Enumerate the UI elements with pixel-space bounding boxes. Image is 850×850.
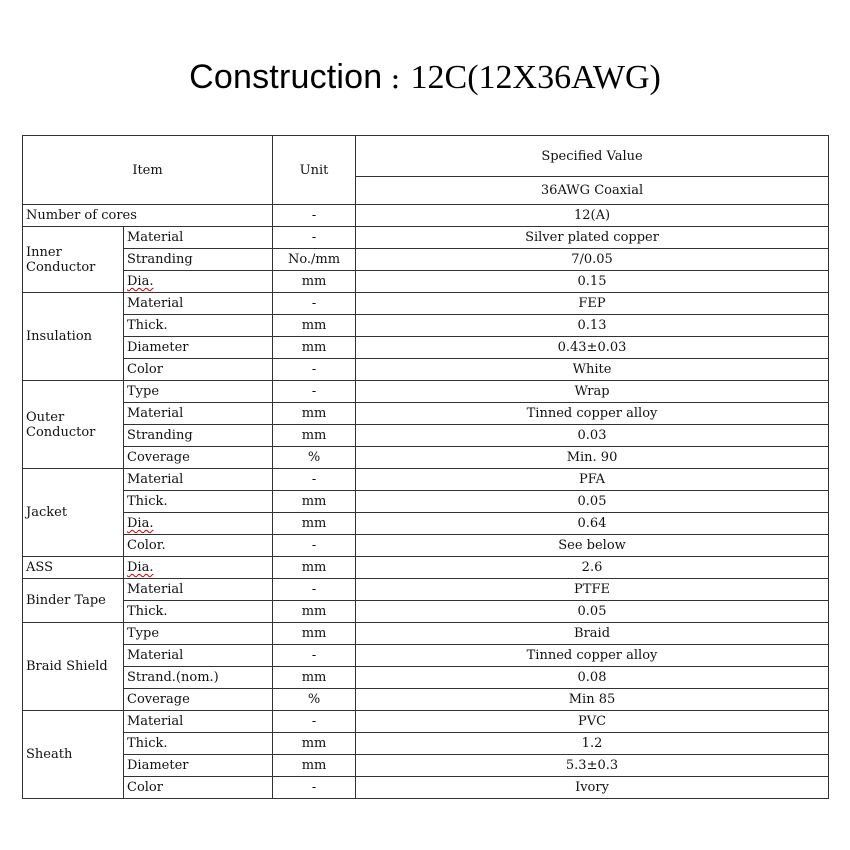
row-value: 2.6 [356, 557, 829, 579]
group-ass: ASS [23, 557, 124, 579]
header-specified-value: Specified Value [356, 136, 829, 177]
row-value: 0.08 [356, 667, 829, 689]
row-property: Material [124, 403, 273, 425]
row-property: Diameter [124, 755, 273, 777]
header-coaxial-type: 36AWG Coaxial [356, 177, 829, 205]
group-jacket: Jacket [23, 469, 124, 557]
table-row [23, 513, 829, 535]
table-row [23, 271, 829, 293]
row-property: Material [124, 293, 273, 315]
title-separator: : [390, 61, 401, 96]
row-value: Tinned copper alloy [356, 403, 829, 425]
table-row [23, 623, 829, 645]
table-row [23, 755, 829, 777]
table-row [23, 403, 829, 425]
row-property: Diameter [124, 337, 273, 359]
row-unit: mm [273, 755, 356, 777]
row-property [124, 271, 273, 293]
row-unit: - [273, 469, 356, 491]
row-property: Coverage [124, 689, 273, 711]
row-value: PTFE [356, 579, 829, 601]
table-row [23, 359, 829, 381]
row-value: 1.2 [356, 733, 829, 755]
row-property: Material [124, 469, 273, 491]
row-value: Tinned copper alloy [356, 645, 829, 667]
row-property: Color. [124, 535, 273, 557]
row-property: Material [124, 645, 273, 667]
row-property: Thick. [124, 491, 273, 513]
group-binder-tape: Binder Tape [23, 579, 124, 623]
row-unit: - [273, 227, 356, 249]
row-value: 0.13 [356, 315, 829, 337]
table-row [23, 447, 829, 469]
page-title [0, 58, 850, 97]
row-property [124, 513, 273, 535]
table-row [23, 645, 829, 667]
group-braid-shield: Braid Shield [23, 623, 124, 711]
row-property: Thick. [124, 733, 273, 755]
row-value: Braid [356, 623, 829, 645]
header-unit: Unit [273, 136, 356, 205]
table-row [23, 227, 829, 249]
row-property: Color [124, 359, 273, 381]
row-unit: - [273, 711, 356, 733]
row-unit: mm [273, 315, 356, 337]
row-property: Thick. [124, 315, 273, 337]
table-header-row [23, 136, 829, 177]
row-unit: No./mm [273, 249, 356, 271]
table-row [23, 469, 829, 491]
spell-flagged-text: Dia. [127, 560, 154, 575]
title-label: Construction [189, 58, 383, 96]
row-unit: - [273, 205, 356, 227]
table-row [23, 337, 829, 359]
row-property: Type [124, 381, 273, 403]
table-row [23, 601, 829, 623]
group-outer-conductor: Outer Conductor [23, 381, 124, 469]
row-property: Color [124, 777, 273, 799]
row-value: Ivory [356, 777, 829, 799]
row-value: 0.05 [356, 491, 829, 513]
row-value: 0.64 [356, 513, 829, 535]
table-row [23, 579, 829, 601]
title-value: 12C(12X36AWG) [410, 59, 661, 96]
table-row [23, 777, 829, 799]
row-value: See below [356, 535, 829, 557]
group-sheath: Sheath [23, 711, 124, 799]
table-row [23, 689, 829, 711]
row-value: 0.05 [356, 601, 829, 623]
row-unit: mm [273, 557, 356, 579]
row-property: Stranding [124, 249, 273, 271]
table-row [23, 425, 829, 447]
row-value: PVC [356, 711, 829, 733]
row-value: Min. 90 [356, 447, 829, 469]
row-value: 0.15 [356, 271, 829, 293]
group-insulation: Insulation [23, 293, 124, 381]
table-row [23, 491, 829, 513]
row-unit: mm [273, 623, 356, 645]
row-unit: mm [273, 271, 356, 293]
group-inner-conductor: Inner Conductor [23, 227, 124, 293]
table-row [23, 381, 829, 403]
row-unit: - [273, 381, 356, 403]
row-property: Stranding [124, 425, 273, 447]
row-property: Material [124, 711, 273, 733]
row-unit: - [273, 359, 356, 381]
specification-table [22, 135, 829, 799]
row-unit: mm [273, 667, 356, 689]
row-unit: - [273, 535, 356, 557]
row-value: Wrap [356, 381, 829, 403]
row-value: 12(A) [356, 205, 829, 227]
row-property [124, 557, 273, 579]
row-unit: - [273, 645, 356, 667]
spell-flagged-text: Dia. [127, 516, 154, 531]
row-property: Coverage [124, 447, 273, 469]
row-unit: % [273, 689, 356, 711]
row-value: Min 85 [356, 689, 829, 711]
row-unit: - [273, 579, 356, 601]
row-property: Strand.(nom.) [124, 667, 273, 689]
table-row [23, 315, 829, 337]
row-value: PFA [356, 469, 829, 491]
header-item: Item [23, 136, 273, 205]
row-value: 5.3±0.3 [356, 755, 829, 777]
table-row [23, 711, 829, 733]
row-value: 0.03 [356, 425, 829, 447]
table-row [23, 557, 829, 579]
row-unit: - [273, 293, 356, 315]
row-unit: mm [273, 733, 356, 755]
row-property: Material [124, 227, 273, 249]
row-unit: mm [273, 513, 356, 535]
row-value: White [356, 359, 829, 381]
row-unit: mm [273, 337, 356, 359]
table-row [23, 205, 829, 227]
row-unit: % [273, 447, 356, 469]
row-value: 0.43±0.03 [356, 337, 829, 359]
table-row [23, 293, 829, 315]
row-unit: mm [273, 403, 356, 425]
row-value: FEP [356, 293, 829, 315]
row-property: Type [124, 623, 273, 645]
table-row [23, 535, 829, 557]
row-unit: - [273, 777, 356, 799]
row-property: Material [124, 579, 273, 601]
row-property: Thick. [124, 601, 273, 623]
table-row [23, 667, 829, 689]
row-unit: mm [273, 491, 356, 513]
row-label: Number of cores [23, 205, 273, 227]
row-unit: mm [273, 425, 356, 447]
row-value: Silver plated copper [356, 227, 829, 249]
row-value: 7/0.05 [356, 249, 829, 271]
spell-flagged-text: Dia. [127, 274, 154, 289]
table-row [23, 249, 829, 271]
table-row [23, 733, 829, 755]
row-unit: mm [273, 601, 356, 623]
